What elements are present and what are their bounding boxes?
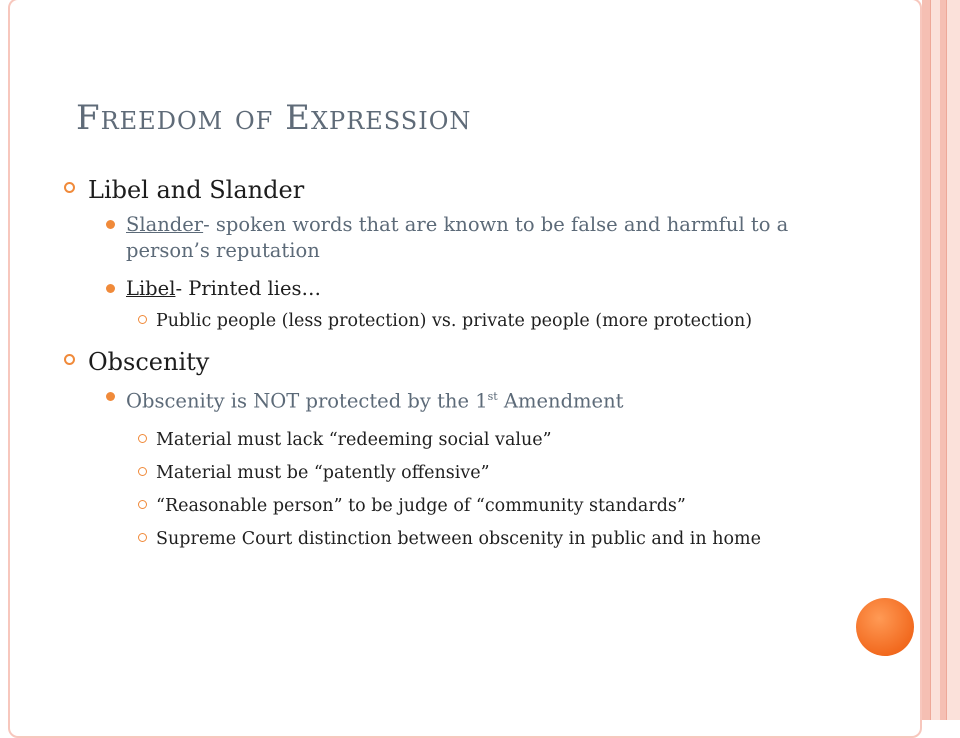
sub-bullet xyxy=(64,526,824,552)
sub-bullet-text: “Reasonable person” to be judge of “community standards” xyxy=(156,495,686,516)
bullet-point xyxy=(64,212,824,264)
decor-line xyxy=(946,0,947,720)
sub-bullet xyxy=(64,460,824,486)
sub-bullet-text: Material must be “patently offensive” xyxy=(156,462,490,483)
decor-stripe xyxy=(946,0,960,720)
dot-bullet-icon xyxy=(106,392,115,401)
ring-bullet-icon xyxy=(138,500,147,509)
obscenity-point-sup: st xyxy=(487,390,498,403)
bullet-point xyxy=(64,276,824,302)
decor-stripe xyxy=(922,0,930,720)
dot-bullet-icon xyxy=(106,220,115,229)
decor-stripe xyxy=(930,0,940,720)
slide-content xyxy=(64,170,824,552)
bullet-point xyxy=(64,384,824,415)
ring-bullet-icon xyxy=(64,182,75,193)
sub-bullet xyxy=(64,493,824,519)
decor-line xyxy=(930,0,931,720)
obscenity-point-b: Amendment xyxy=(497,389,624,413)
sub-bullet xyxy=(64,427,824,453)
orange-circle-decor xyxy=(856,598,914,656)
ring-bullet-icon xyxy=(138,467,147,476)
section-heading xyxy=(64,348,824,376)
obscenity-point-a: Obscenity is NOT protected by the 1 xyxy=(126,389,488,413)
heading-text: Obscenity xyxy=(88,348,210,376)
heading-text: Libel and Slander xyxy=(88,176,305,204)
ring-bullet-icon xyxy=(138,434,147,443)
slander-definition: - spoken words that are known to be false and harmful to a person’s reputation xyxy=(126,213,789,262)
sub-bullet-text: Public people (less protection) vs. private people (more protection) xyxy=(156,311,753,331)
ring-bullet-icon xyxy=(64,354,75,365)
ring-bullet-icon xyxy=(138,533,147,542)
dot-bullet-icon xyxy=(106,284,115,293)
section-heading xyxy=(64,176,824,204)
sub-bullet-text: Material must lack “redeeming social value” xyxy=(156,429,552,450)
term-libel: Libel xyxy=(126,277,176,300)
ring-bullet-icon xyxy=(138,315,147,324)
slide-title: Freedom of Expression xyxy=(76,98,472,138)
sub-bullet xyxy=(64,308,824,334)
term-slander: Slander xyxy=(126,213,204,236)
sub-bullet-text: Supreme Court distinction between obscenity in public and in home xyxy=(156,528,761,549)
libel-definition: - Printed lies… xyxy=(175,277,322,300)
